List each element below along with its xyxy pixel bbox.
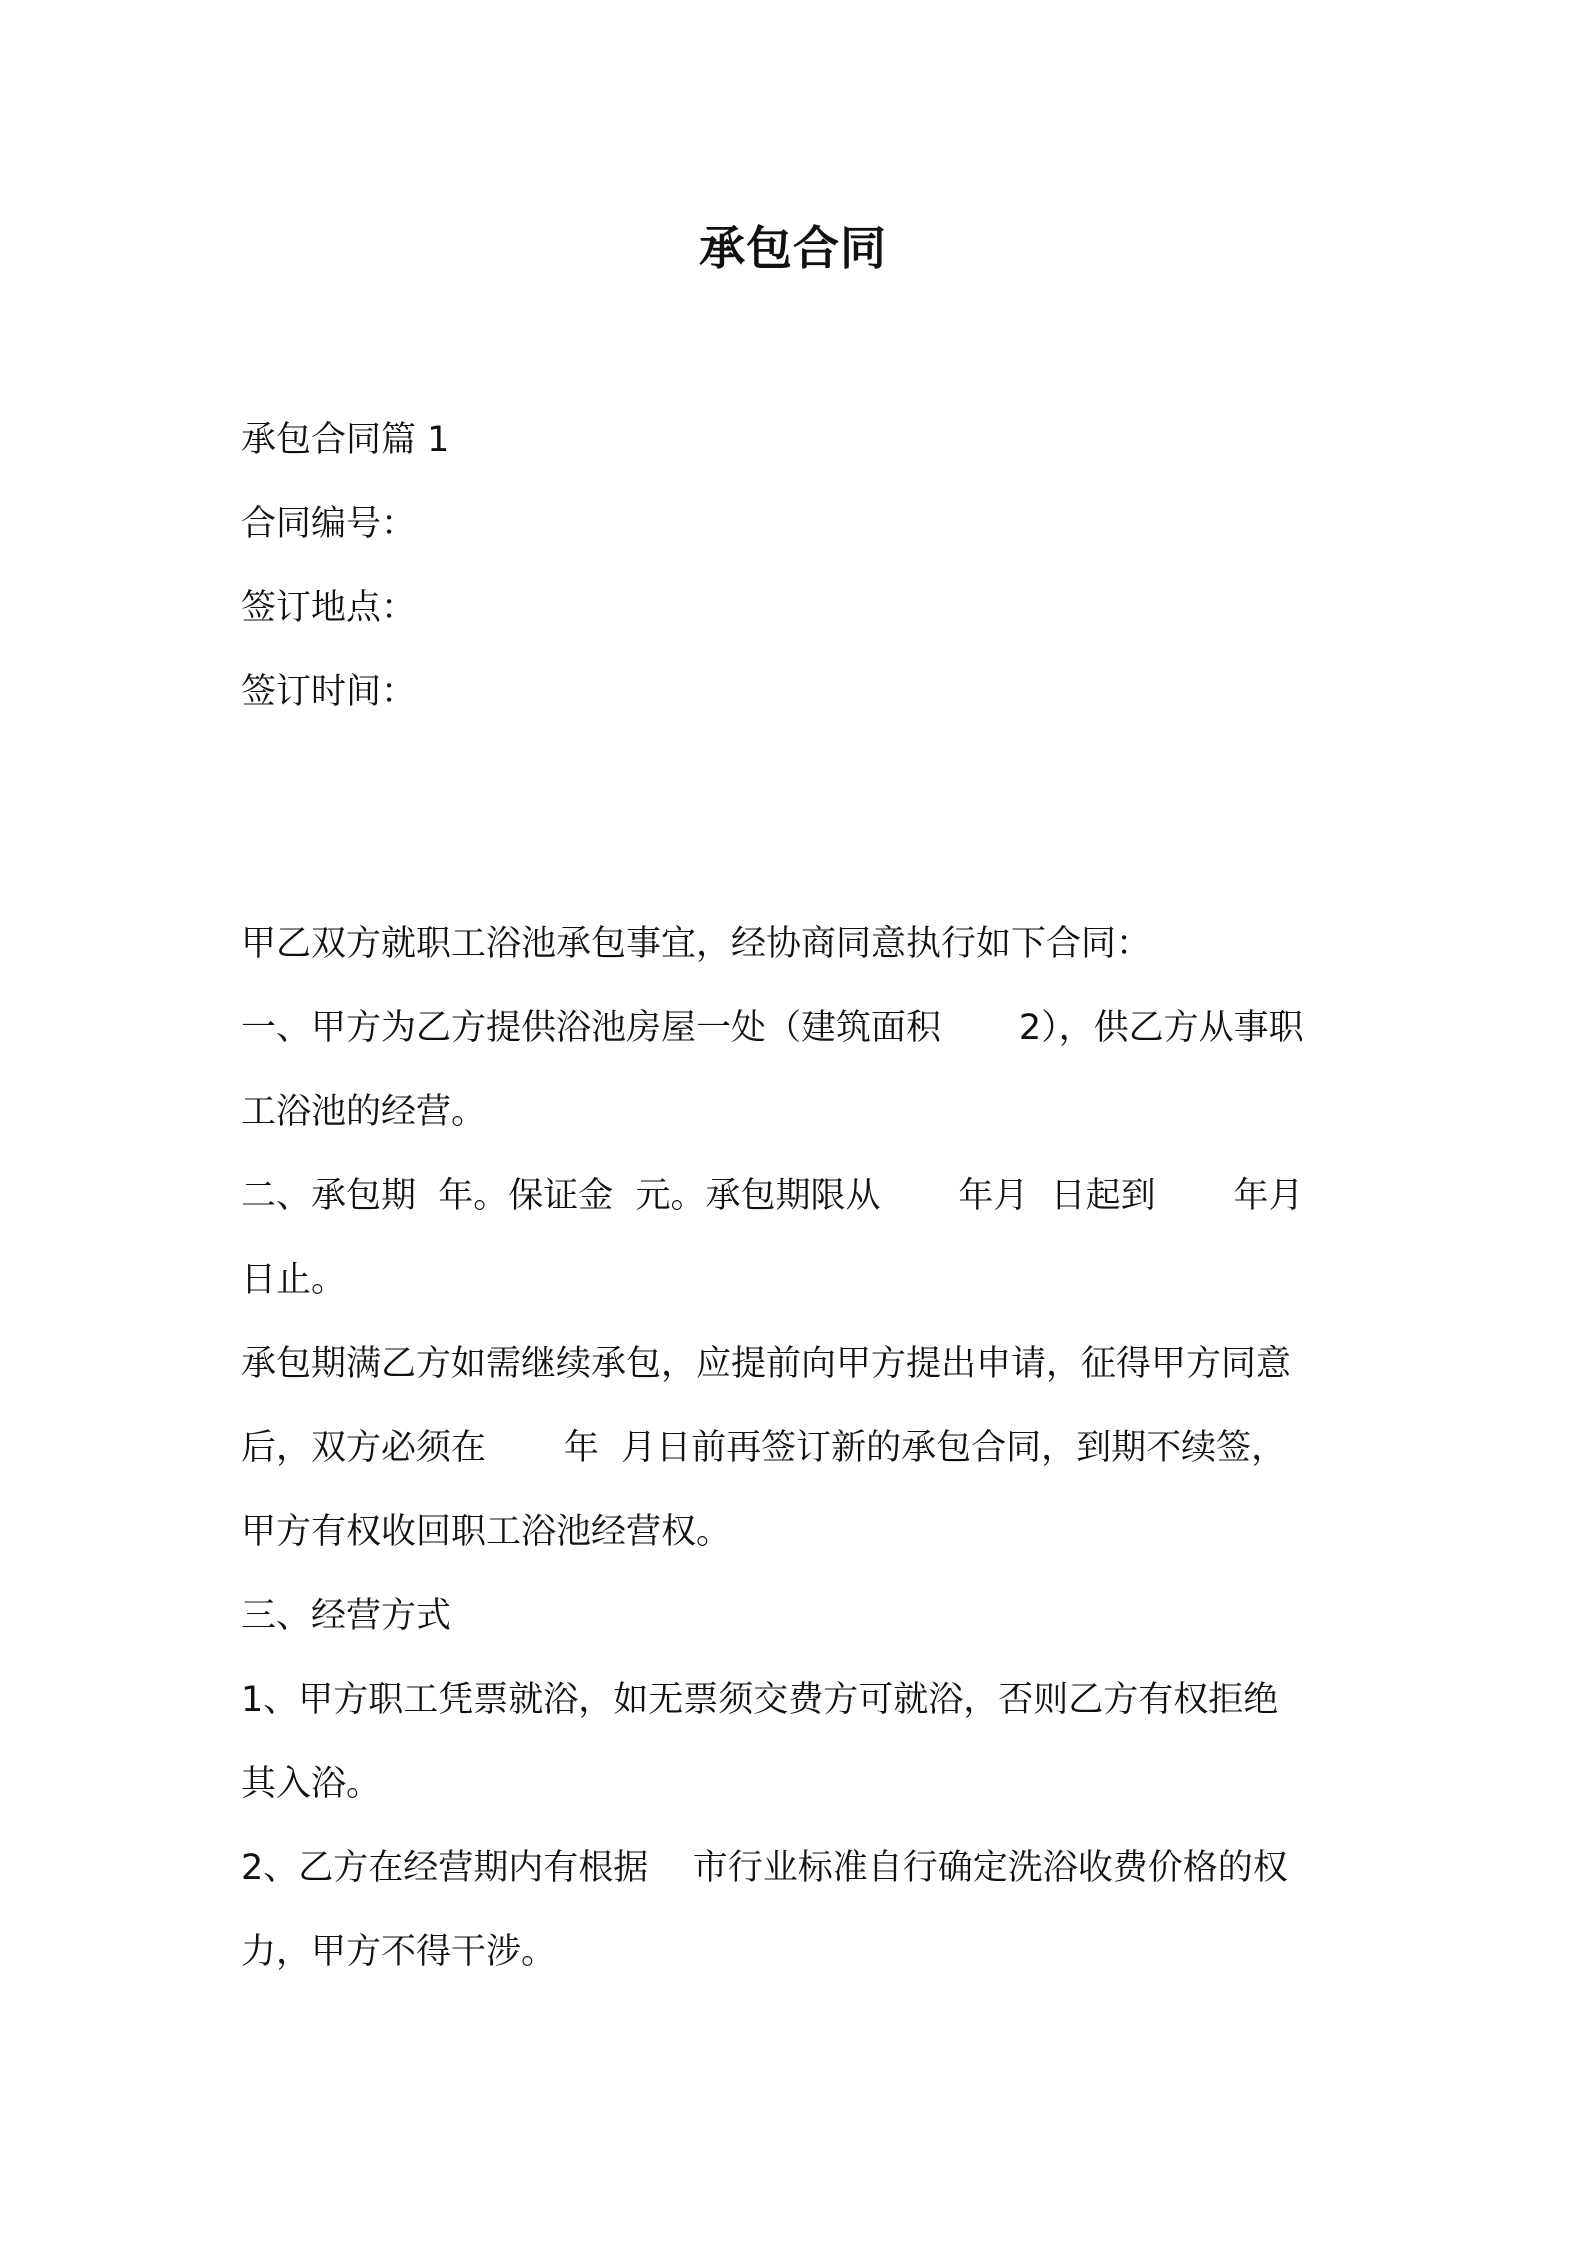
item-2-line-2: 力，甲方不得干涉。 — [241, 1932, 557, 1972]
clause-2-line-1: 二、承包期 年。保证金 元。承包期限从 年月 日起到 年月 — [241, 1176, 1304, 1216]
party-a-row — [241, 734, 1355, 818]
party-b-row — [241, 818, 1355, 902]
item-1-line-1: 1、甲方职工凭票就浴，如无票须交费方可就浴，否则乙方有权拒绝 — [241, 1680, 1279, 1720]
clause-1-line-1: 一、甲方为乙方提供浴池房屋一处（建筑面积 2），供乙方从事职 — [241, 1008, 1304, 1048]
clause-3-heading: 三、经营方式 — [241, 1596, 452, 1636]
intro-paragraph: 甲乙双方就职工浴池承包事宜，经协商同意执行如下合同： — [241, 924, 1152, 964]
clause-1-line-2: 工浴池的经营。 — [241, 1092, 487, 1132]
document-body — [241, 398, 1355, 1994]
renewal-line-1: 承包期满乙方如需继续承包，应提前向甲方提出申请，征得甲方同意 — [241, 1344, 1292, 1384]
renewal-line-2: 后，双方必须在 年 月日前再签订新的承包合同，到期不续签， — [241, 1428, 1287, 1468]
renewal-line-3: 甲方有权收回职工浴池经营权。 — [241, 1512, 732, 1552]
signing-place-field: 签订地点： — [241, 588, 417, 628]
clause-2-line-2: 日止。 — [241, 1260, 347, 1300]
section-heading: 承包合同篇 1 — [241, 420, 450, 460]
contract-number-field: 合同编号： — [241, 504, 417, 544]
document-title: 承包合同 — [699, 221, 887, 275]
item-1-line-2: 其入浴。 — [241, 1764, 382, 1804]
signing-time-field: 签订时间： — [241, 672, 417, 712]
item-2-line-1: 2、乙方在经营期内有根据 市行业标准自行确定洗浴收费价格的权 — [241, 1848, 1288, 1888]
